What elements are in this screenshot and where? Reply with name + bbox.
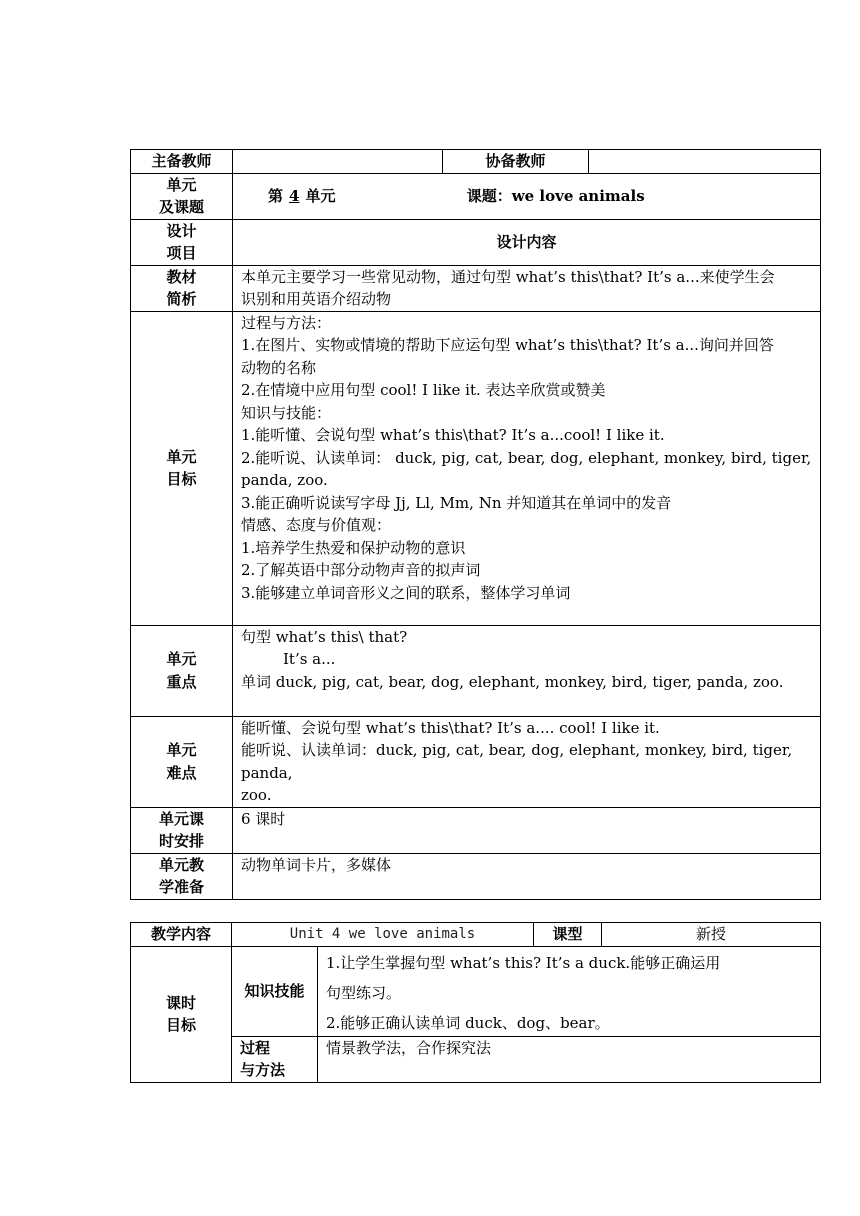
teacher-row [131, 150, 821, 174]
unit-topic-value: 第 4 单元 课题：we love animals [233, 173, 821, 219]
difficult-points-content: 能听懂、会说句型 what’s this\that? It’s a.... cool! I like it. 能听说、认读单词：duck, pig, cat, bear, dog, elephant, monkey, bird, tiger, panda, zoo. [233, 716, 821, 807]
difficult-points-label: 单元 难点 [131, 716, 233, 807]
textbook-analysis: 本单元主要学习一些常见动物，通过句型 what’s this\that? It’s a...来使学生会 识别和用英语介绍动物 [233, 265, 821, 311]
prep-value: 动物单词卡片，多媒体 [233, 853, 821, 899]
knowledge-skill-content: 1.让学生掌握句型 what’s this? It’s a duck.能够正确运用 句型练习。 2.能够正确认读单词 duck、dog、bear。 [318, 946, 821, 1036]
design-content-header: 设计内容 [233, 219, 821, 265]
schedule-value: 6 课时 [233, 807, 821, 853]
process-row [131, 1036, 821, 1082]
main-teacher-value [233, 150, 443, 174]
textbook-row [131, 265, 821, 311]
process-method-value: 情景教学法，合作探究法 [318, 1036, 821, 1082]
difficult-points-row [131, 716, 821, 807]
topic-label: 课题： [466, 186, 512, 205]
goals-row [131, 311, 821, 625]
unit-goals-label: 单元 目标 [131, 311, 233, 625]
schedule-row [131, 807, 821, 853]
schedule-label: 单元课 时安排 [131, 807, 233, 853]
unit-plan-table [130, 149, 821, 900]
knowledge-skill-label: 知识技能 [232, 946, 318, 1036]
lesson-content-row [131, 923, 821, 947]
unit-goals-content: 过程与方法： 1.在图片、实物或情境的帮助下应运句型 what’s this\that? It’s a...询问并回答 动物的名称 2.在情境中应用句型 cool! I like it. 表达辛欣赏或赞美 知识与技能： 1.能听懂、会说句型 what’s this\that? It’s a...cool! I like it. 2.能听说、认读单词： duck, pig, cat, bear, dog, elephant, monkey, bird, tiger, panda, zoo. 3.能正确听说读写字母 Jj, Ll, Mm, Nn 并知道其在单词中的发音 情感、态度与价值观： 1.培养学生热爱和保护动物的意识 2.了解英语中部分动物声音的拟声词 3.能够建立单词音形义之间的联系，整体学习单词 [233, 311, 821, 625]
textbook-label: 教材 简析 [131, 265, 233, 311]
lesson-goals-row [131, 946, 821, 1036]
lesson-content-label: 教学内容 [131, 923, 232, 947]
lesson-content-value: Unit 4 we love animals [232, 923, 534, 947]
unit-row [131, 173, 821, 219]
lesson-type-label: 课型 [534, 923, 602, 947]
key-points-content: 句型 what’s this\ that? It’s a... 单词 duck, pig, cat, bear, dog, elephant, monkey, bird, tiger, panda, zoo. [233, 625, 821, 716]
key-points-label: 单元 重点 [131, 625, 233, 716]
main-teacher-label: 主备教师 [131, 150, 233, 174]
lesson-goals-label: 课时 目标 [131, 946, 232, 1082]
topic-value: we love animals [511, 186, 645, 205]
co-teacher-value [589, 150, 821, 174]
process-method-label: 过程 与方法 [232, 1036, 318, 1082]
prep-row [131, 853, 821, 899]
unit-number: 4 [289, 186, 300, 205]
design-item-label: 设计 项目 [131, 219, 233, 265]
key-points-row [131, 625, 821, 716]
lesson-type-value: 新授 [602, 923, 821, 947]
lesson-plan-table [130, 922, 821, 1083]
design-row [131, 219, 821, 265]
co-teacher-label: 协备教师 [443, 150, 589, 174]
prep-label: 单元教 学准备 [131, 853, 233, 899]
unit-topic-label: 单元 及课题 [131, 173, 233, 219]
